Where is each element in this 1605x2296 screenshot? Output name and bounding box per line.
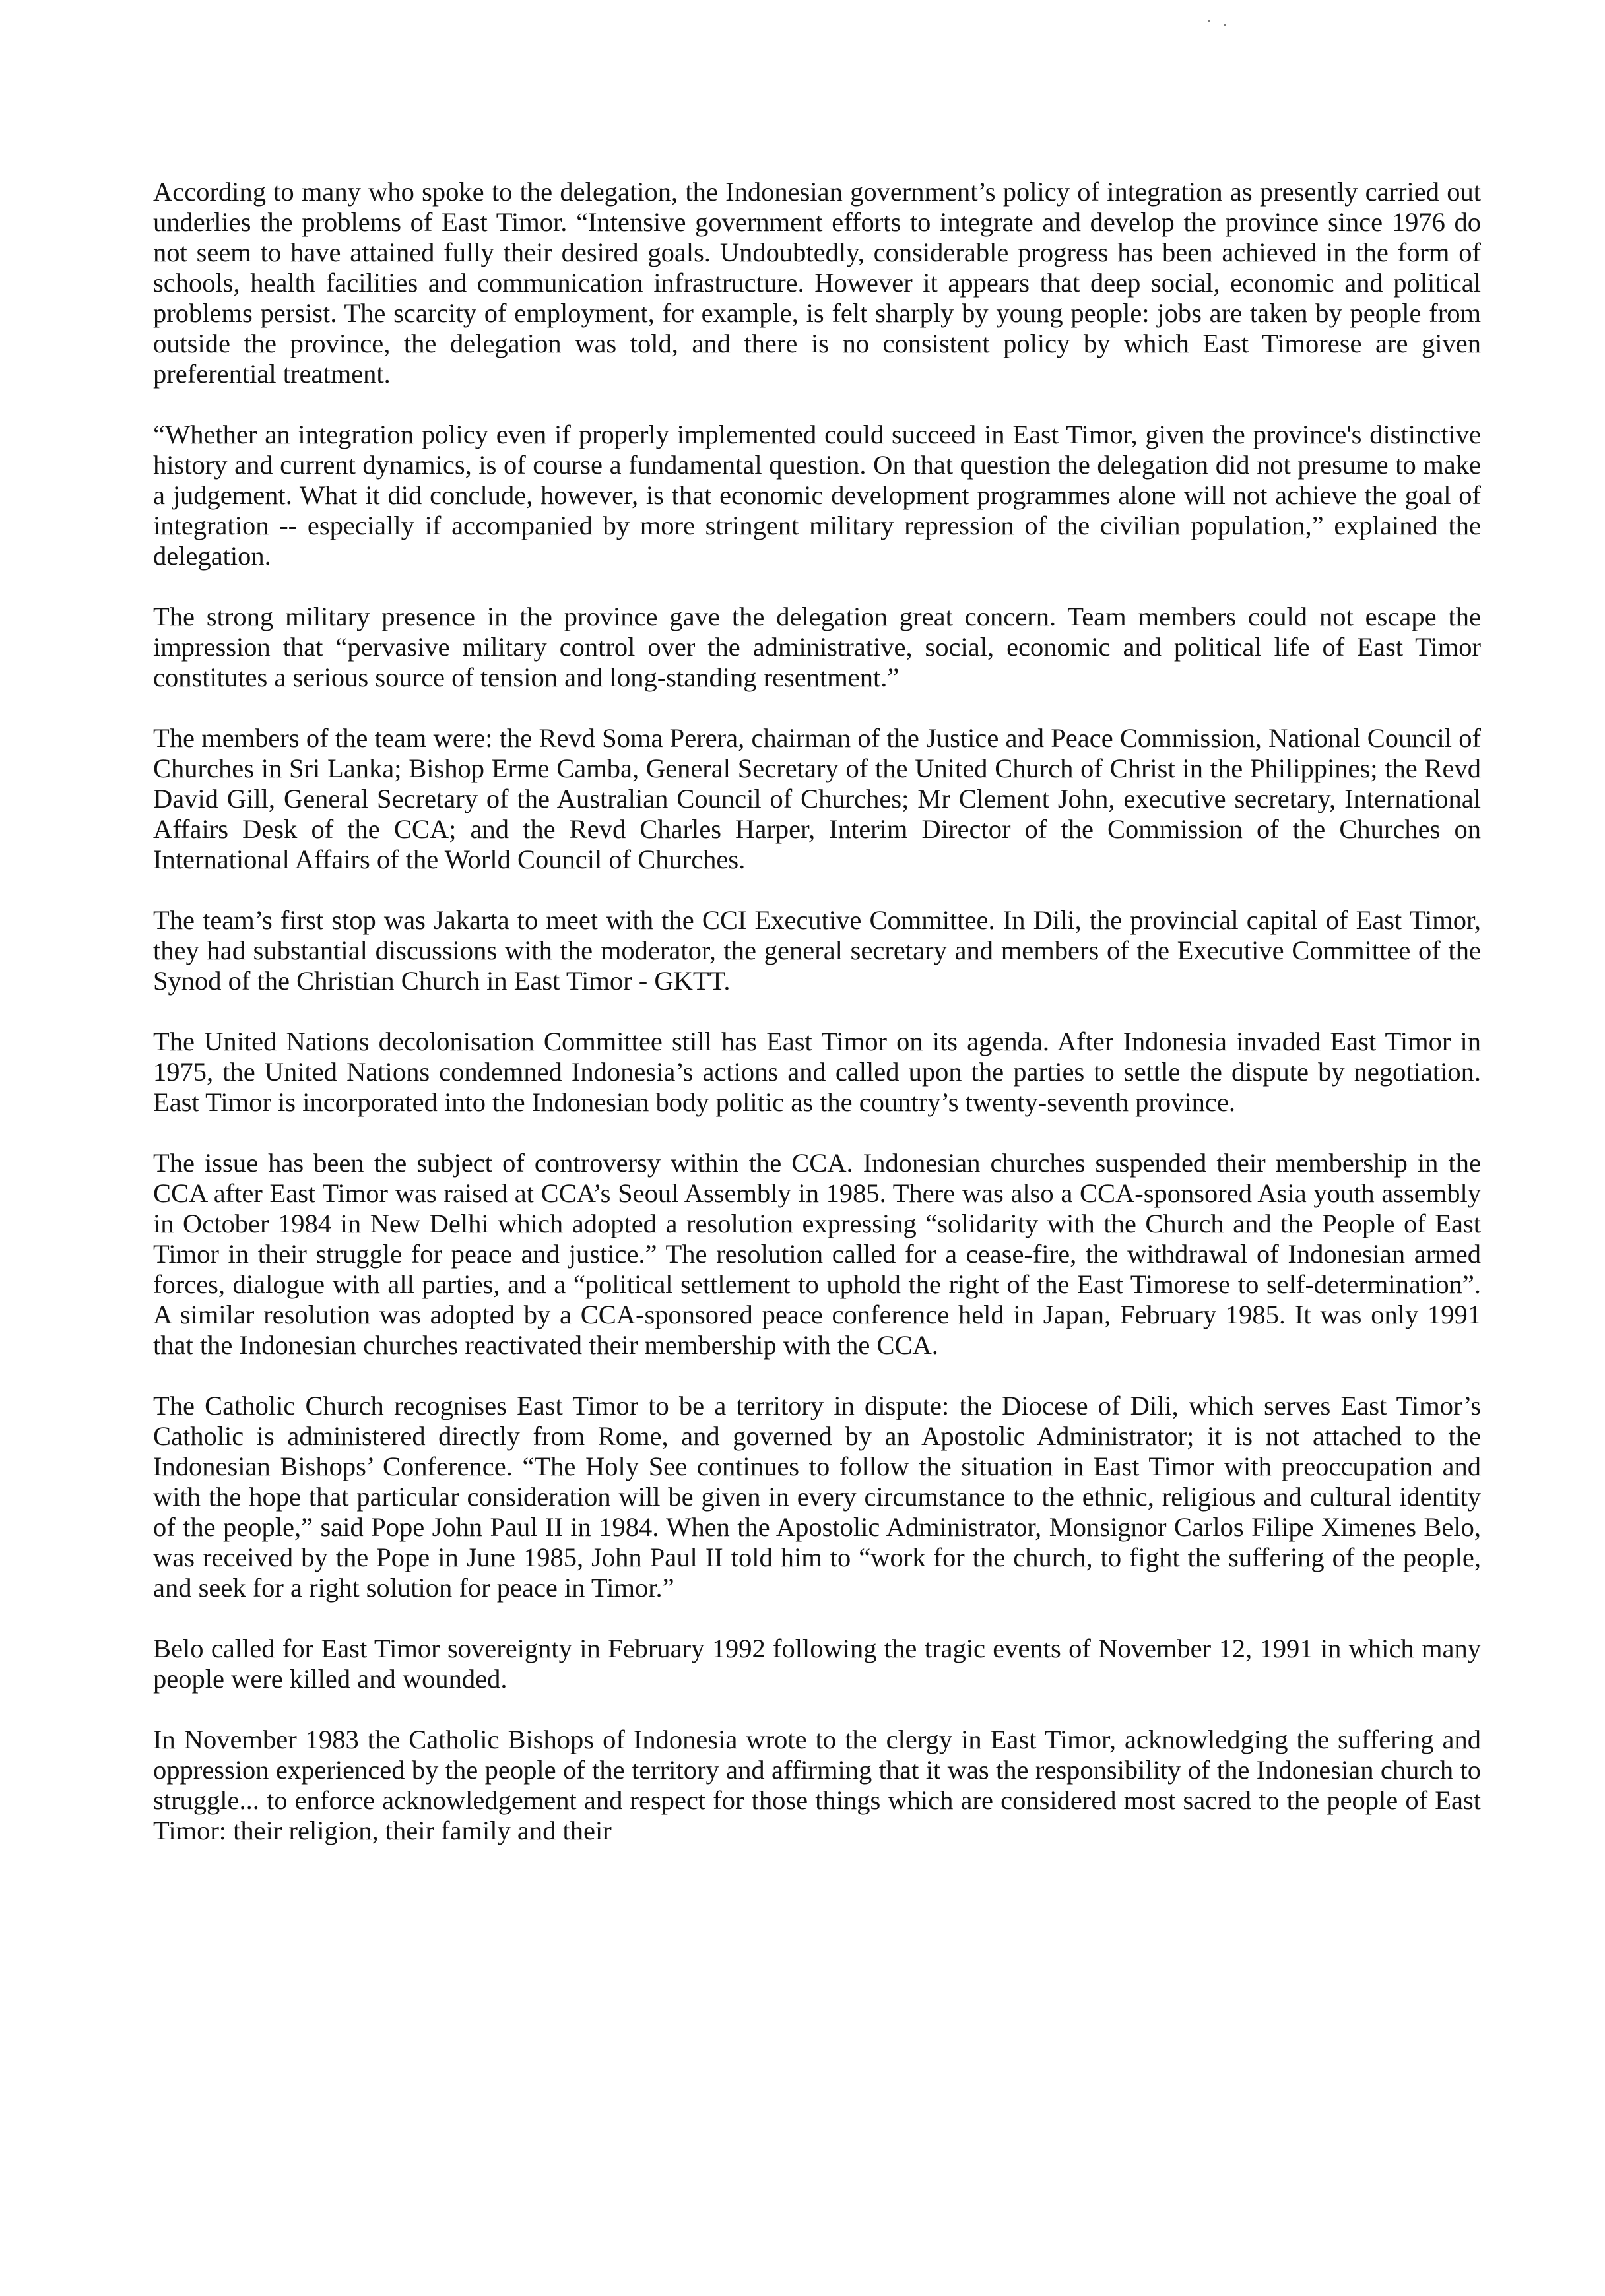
paragraph-military-presence: The strong military presence in the province gave the delegation great concern. Team members could not escape the impression that “pervasive military control over the administrative, social, economic and political life of East Timor constitutes a serious source of tension and long-standing resentment.” xyxy=(153,602,1481,692)
paragraph-belo-sovereignty: Belo called for East Timor sovereignty in February 1992 following the tragic events of November 12, 1991 in which many people were killed and wounded. xyxy=(153,1634,1481,1694)
paragraph-integration-policy: According to many who spoke to the delegation, the Indonesian government’s policy of integration as presently carried out underlies the problems of East Timor. “Intensive government efforts to integrate and develop the province since 1976 do not seem to have attained fully their desired goals. Undoubtedly, considerable progress has been achieved in the form of schools, health facilities and communication infrastructure. However it appears that deep social, economic and political problems persist. The scarcity of employment, for example, is felt sharply by young people: jobs are taken by people from outside the province, the delegation was told, and there is no consistent policy by which East Timorese are given preferential treatment. xyxy=(153,177,1481,389)
paragraph-cca-controversy: The issue has been the subject of controversy within the CCA. Indonesian churches suspended their membership in the CCA after East Timor was raised at CCA’s Seoul Assembly in 1985. There was also a CCA-sponsored Asia youth assembly in October 1984 in New Delhi which adopted a resolution expressing “solidarity with the Church and the People of East Timor in their struggle for peace and justice.” The resolution called for a cease-fire, the withdrawal of Indonesian armed forces, dialogue with all parties, and a “political settlement to uphold the right of the East Timorese to self-determination”. A similar resolution was adopted by a CCA-sponsored peace conference held in Japan, February 1985. It was only 1991 that the Indonesian churches reactivated their membership with the CCA. xyxy=(153,1148,1481,1360)
paragraph-catholic-church: The Catholic Church recognises East Timor to be a territory in dispute: the Diocese of Dili, which serves East Timor’s Catholic is administered directly from Rome, and governed by an Apostolic Administrator; it is not attached to the Indonesian Bishops’ Conference. “The Holy See continues to follow the situation in East Timor with preoccupation and with the hope that particular consideration will be given in every circumstance to the ethnic, religious and cultural identity of the people,” said Pope John Paul II in 1984. When the Apostolic Administrator, Monsignor Carlos Filipe Ximenes Belo, was received by the Pope in June 1985, John Paul II told him to “work for the church, to fight the suffering of the people, and seek for a right solution for peace in Timor.” xyxy=(153,1391,1481,1603)
scan-speck xyxy=(1208,20,1210,22)
paragraph-united-nations: The United Nations decolonisation Committee still has East Timor on its agenda. After Indonesia invaded East Timor in 1975, the United Nations condemned Indonesia’s actions and called upon the parties to settle the dispute by negotiation. East Timor is incorporated into the Indonesian body politic as the country’s twenty-seventh province. xyxy=(153,1027,1481,1117)
paragraph-first-stop: The team’s first stop was Jakarta to meet with the CCI Executive Committee. In Dili, the provincial capital of East Timor, they had substantial discussions with the moderator, the general secretary and members of the Executive Committee of the Synod of the Christian Church in East Timor - GKTT. xyxy=(153,905,1481,996)
scan-speck xyxy=(1224,24,1226,26)
paragraph-integration-question: “Whether an integration policy even if properly implemented could succeed in East Timor, given the province's distinctive history and current dynamics, is of course a fundamental question. On that question the delegation did not presume to make a judgement. What it did conclude, however, is that economic development programmes alone will not achieve the goal of integration -- especially if accompanied by more stringent military repression of the civilian population,” explained the delegation. xyxy=(153,420,1481,571)
paragraph-bishops-letter: In November 1983 the Catholic Bishops of Indonesia wrote to the clergy in East Timor, acknowledging the suffering and oppression experienced by the people of the territory and affirming that it was the responsibility of the Indonesian church to struggle... to enforce acknowledgement and respect for those things which are considered most sacred to the people of East Timor: their religion, their family and their xyxy=(153,1725,1481,1845)
paragraph-team-members: The members of the team were: the Revd Soma Perera, chairman of the Justice and Peace Commission, National Council of Churches in Sri Lanka; Bishop Erme Camba, General Secretary of the United Church of Christ in the Philippines; the Revd David Gill, General Secretary of the Australian Council of Churches; Mr Clement John, executive secretary, International Affairs Desk of the CCA; and the Revd Charles Harper, Interim Director of the Commission of the Churches on International Affairs of the World Council of Churches. xyxy=(153,723,1481,874)
document-body xyxy=(153,177,1481,1846)
